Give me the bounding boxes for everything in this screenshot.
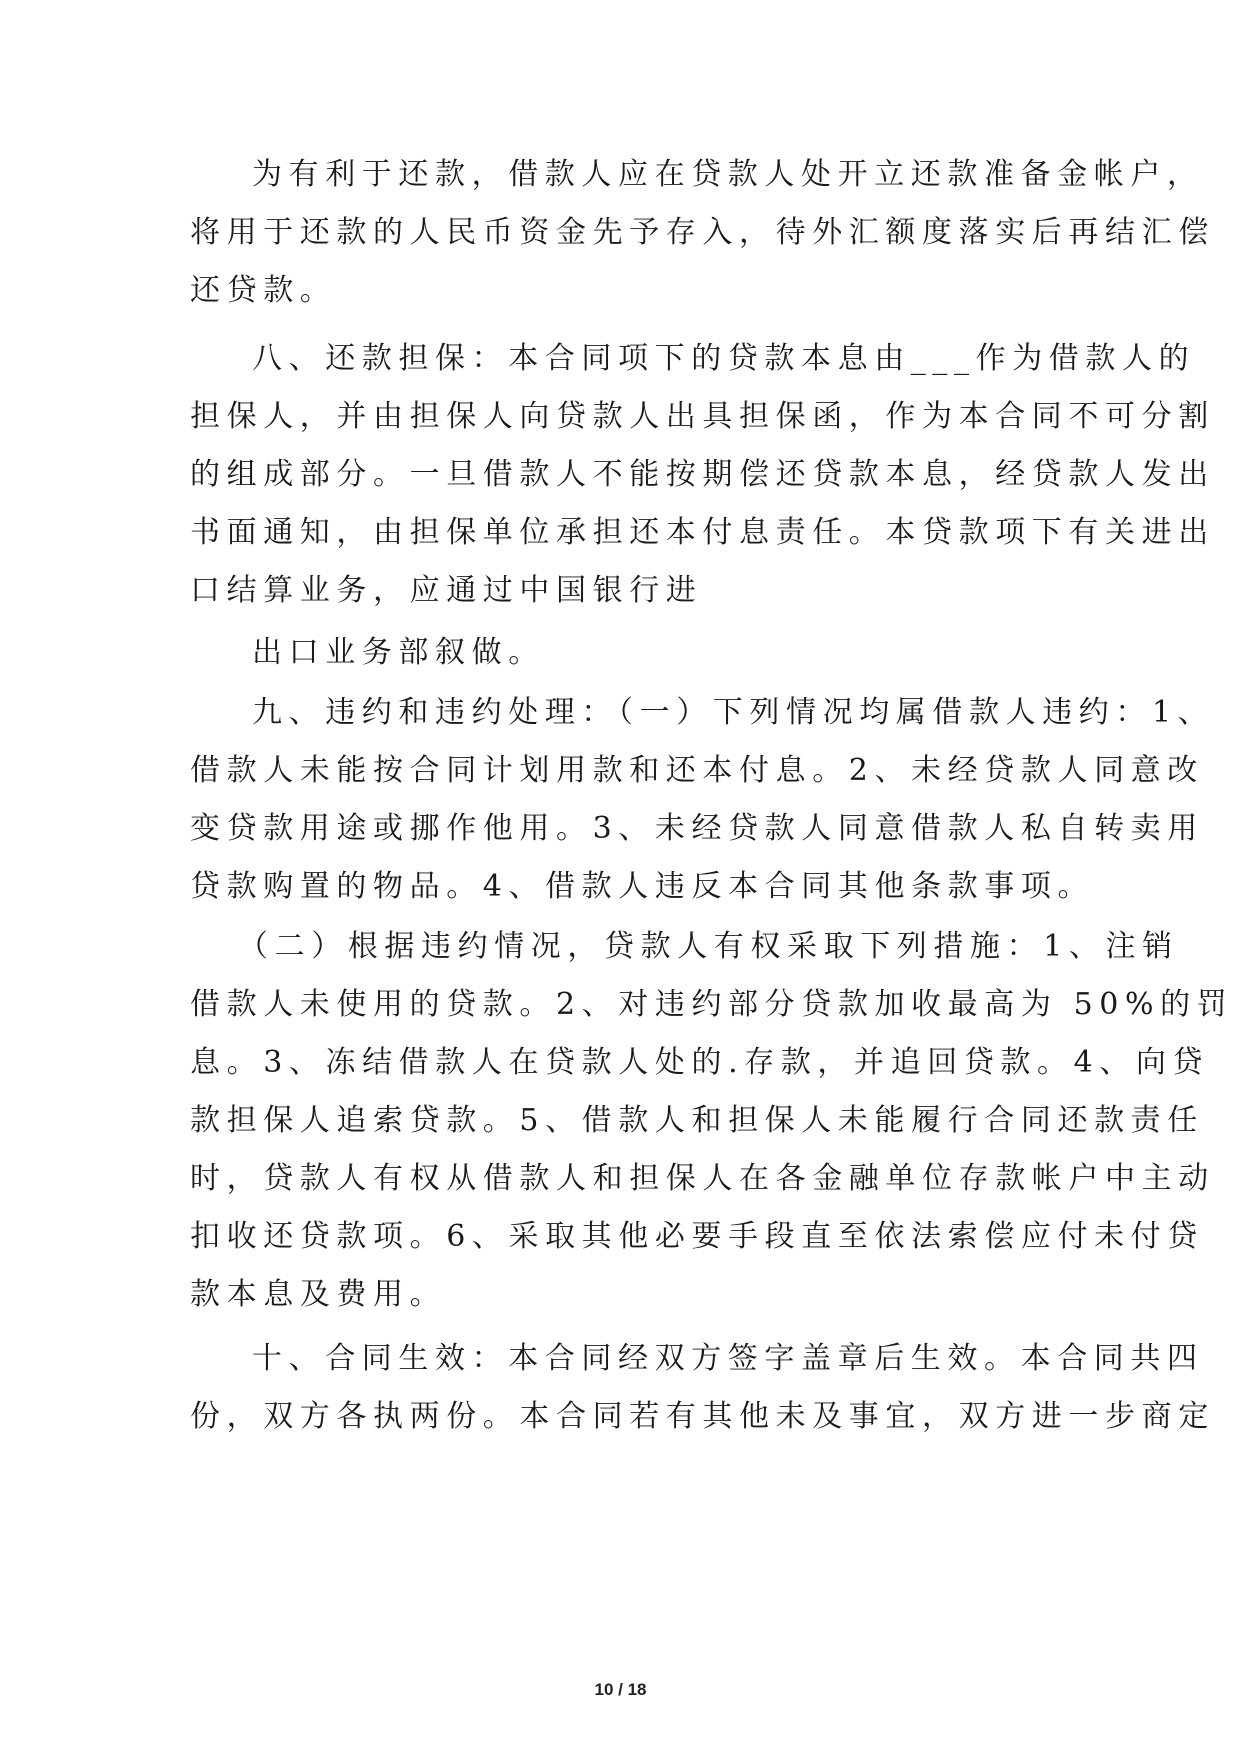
text-line: （二）根据违约情况，贷款人有权采取下列措施：1、注销 xyxy=(238,929,1179,964)
text-line: 担保人，并由担保人向贷款人出具担保函，作为本合同不可分割 xyxy=(190,399,1215,434)
text-line: 时，贷款人有权从借款人和担保人在各金融单位存款帐户中主动 xyxy=(190,1161,1215,1196)
text-line: 息。3、冻结借款人在贷款人处的.存款，并追回贷款。4、向贷 xyxy=(190,1045,1210,1080)
text-line: 九、违约和违约处理：（一）下列情况均属借款人违约：1、 xyxy=(252,695,1215,730)
text-line: 借款人未使用的贷款。2、对违约部分贷款加收最高为 50%的罚 xyxy=(190,987,1234,1022)
text-line: 贷款购置的物品。4、借款人违反本合同其他条款事项。 xyxy=(190,869,1095,904)
text-line: 口结算业务，应通过中国银行进 xyxy=(190,573,703,608)
text-line: 款本息及费用。 xyxy=(190,1277,447,1312)
text-line: 书面通知，由担保单位承担还本付息责任。本贷款项下有关进出 xyxy=(190,515,1215,550)
text-line: 将用于还款的人民币资金先予存入，待外汇额度落实后再结汇偿 xyxy=(190,215,1215,250)
text-line: 份，双方各执两份。本合同若有其他未及事宜，双方进一步商定 xyxy=(190,1399,1215,1434)
text-line: 扣收还贷款项。6、采取其他必要手段直至依法索偿应付未付贷 xyxy=(190,1219,1204,1254)
page-number: 10 / 18 xyxy=(594,1680,647,1699)
text-line: 还贷款。 xyxy=(190,273,337,308)
text-line: 款担保人追索贷款。5、借款人和担保人未能履行合同还款责任 xyxy=(190,1103,1204,1138)
text-line: 借款人未能按合同计划用款和还本付息。2、未经贷款人同意改 xyxy=(190,753,1204,788)
text-line: 出口业务部叙做。 xyxy=(252,635,545,670)
text-line: 为有利于还款，借款人应在贷款人处开立还款准备金帐户， xyxy=(252,157,1204,192)
text-line: 十、合同生效：本合同经双方签字盖章后生效。本合同共四 xyxy=(252,1341,1204,1376)
text-line: 的组成部分。一旦借款人不能按期偿还贷款本息，经贷款人发出 xyxy=(190,457,1215,492)
text-line: 变贷款用途或挪作他用。3、未经贷款人同意借款人私自转卖用 xyxy=(190,811,1204,846)
text-line: 八、还款担保：本合同项下的贷款本息由___作为借款人的 xyxy=(252,341,1196,376)
